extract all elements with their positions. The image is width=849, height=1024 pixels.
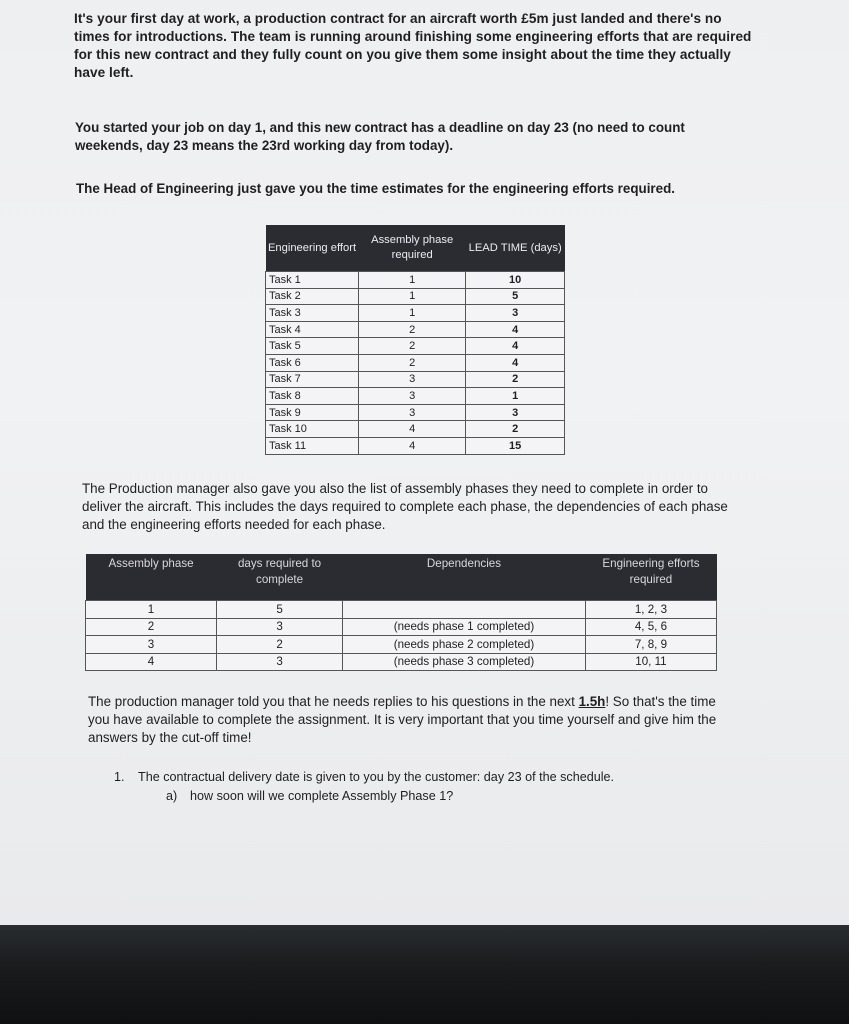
lead-time-cell: 1	[466, 388, 565, 405]
table-row	[86, 636, 717, 654]
intro-paragraph: It's your first day at work, a production contract for an aircraft worth £5m just landed and there's no times for introductions. The team is running around finishing some engineering efforts that are required for this new contract and they fully count on you give them some insight about the time they actually have left.	[74, 11, 752, 80]
subquestion-text: how soon will we complete Assembly Phase 1?	[190, 789, 454, 803]
days-cell: 3	[217, 618, 343, 636]
task-cell: Task 5	[266, 338, 359, 355]
question-1	[114, 768, 714, 786]
table-header-row	[266, 225, 565, 272]
reply-text-after: ! So that's the time you have available to complete the assignment. It is very important that you time yourself and give him the answers by the cut-off time!	[88, 694, 717, 745]
header-assembly-phase: Assembly phase required	[359, 225, 466, 272]
table-row	[86, 601, 717, 619]
question-1a	[166, 787, 666, 805]
lead-time-cell: 4	[466, 338, 565, 355]
task-cell: Task 9	[266, 404, 359, 421]
task-cell: Task 2	[266, 288, 359, 305]
assembly-phases-table	[85, 554, 717, 671]
subquestion-letter: a)	[166, 789, 178, 803]
schedule-paragraph: You started your job on day 1, and this new contract has a deadline on day 23 (no need to count weekends, day 23 means the 23rd working day from today).	[75, 120, 685, 153]
lead-time-cell: 3	[466, 305, 565, 322]
header-lead-time: LEAD TIME (days)	[466, 225, 565, 272]
lead-time-cell: 2	[466, 371, 565, 388]
phase-cell: 4	[86, 653, 217, 671]
lead-time-cell: 4	[466, 321, 565, 338]
phase-cell: 2	[359, 338, 466, 355]
task-cell: Task 4	[266, 321, 359, 338]
lead-time-cell: 10	[466, 272, 565, 289]
engineering-efforts-table	[265, 225, 565, 455]
task-cell: Task 7	[266, 371, 359, 388]
dependency-cell: (needs phase 1 completed)	[343, 618, 586, 636]
phase-cell: 4	[359, 421, 466, 438]
phase-cell: 1	[359, 305, 466, 322]
table-row	[266, 288, 565, 305]
phase-cell: 3	[359, 404, 466, 421]
task-cell: Task 10	[266, 421, 359, 438]
header-engineering-effort: Engineering effort	[266, 225, 359, 272]
phase-cell: 1	[359, 272, 466, 289]
task-cell: Task 11	[266, 437, 359, 454]
phase-cell: 2	[86, 618, 217, 636]
production-paragraph: The Production manager also gave you also the list of assembly phases they need to complete in order to deliver the aircraft. This includes the days required to complete each phase, the dependencies of each phase and the engineering efforts needed for each phase.	[82, 481, 728, 532]
table-row	[266, 404, 565, 421]
header-days-required: days required to complete	[217, 554, 343, 601]
dependency-cell: (needs phase 2 completed)	[343, 636, 586, 654]
header-dependencies: Dependencies	[343, 554, 586, 601]
table-row	[266, 371, 565, 388]
phase-cell: 3	[359, 371, 466, 388]
question-number: 1.	[114, 770, 125, 784]
table-row	[266, 421, 565, 438]
table-header-row	[86, 554, 717, 601]
table-row	[266, 305, 565, 322]
question-text: The contractual delivery date is given to you by the customer: day 23 of the schedule.	[138, 770, 615, 784]
lead-time-cell: 2	[466, 421, 565, 438]
table-row	[86, 618, 717, 636]
phase-cell: 3	[86, 636, 217, 654]
task-cell: Task 3	[266, 305, 359, 322]
lead-time-cell: 4	[466, 354, 565, 371]
dependency-cell: (needs phase 3 completed)	[343, 653, 586, 671]
phase-cell: 1	[359, 288, 466, 305]
efforts-cell: 4, 5, 6	[585, 618, 716, 636]
table-row	[266, 272, 565, 289]
lead-time-cell: 5	[466, 288, 565, 305]
background-surface	[0, 925, 849, 1024]
time-limit-emphasis: 1.5h	[578, 694, 606, 709]
head-engineering-paragraph: The Head of Engineering just gave you the time estimates for the engineering efforts required.	[76, 181, 675, 196]
phase-cell: 2	[359, 354, 466, 371]
efforts-cell: 1, 2, 3	[585, 601, 716, 619]
days-cell: 5	[217, 601, 343, 619]
table-row	[266, 321, 565, 338]
phase-cell: 3	[359, 388, 466, 405]
phase-cell: 4	[359, 437, 466, 454]
table-row	[266, 437, 565, 454]
days-cell: 3	[217, 653, 343, 671]
phase-cell: 2	[359, 321, 466, 338]
task-cell: Task 6	[266, 354, 359, 371]
table-row	[86, 653, 717, 671]
header-assembly-phase: Assembly phase	[86, 554, 217, 601]
phase-cell: 1	[86, 601, 217, 619]
efforts-cell: 10, 11	[585, 653, 716, 671]
task-cell: Task 8	[266, 388, 359, 405]
table-row	[266, 354, 565, 371]
reply-text-before: The production manager told you that he needs replies to his questions in the next	[88, 694, 579, 709]
days-cell: 2	[217, 636, 343, 654]
lead-time-cell: 15	[466, 437, 565, 454]
efforts-cell: 7, 8, 9	[585, 636, 716, 654]
table-row	[266, 388, 565, 405]
dependency-cell	[343, 601, 586, 619]
header-engineering-efforts: Engineering efforts required	[585, 554, 716, 601]
lead-time-cell: 3	[466, 404, 565, 421]
table-row	[266, 338, 565, 355]
reply-paragraph	[88, 693, 738, 747]
task-cell: Task 1	[266, 272, 359, 289]
